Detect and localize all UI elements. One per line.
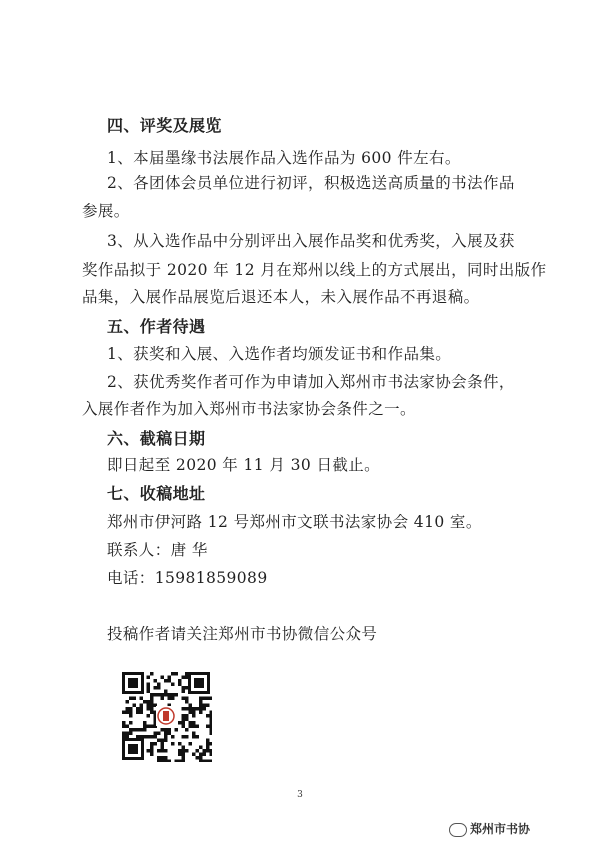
section-5-para-2-line-2: 入展作者作为加入郑州市书法家协会条件之一。 bbox=[82, 400, 416, 418]
section-4-para-1: 1、本届墨缘书法展作品入选作品为 600 件左右。 bbox=[107, 149, 461, 167]
section-7-title: 七、收稿地址 bbox=[107, 484, 206, 503]
watermark-badge: 郑州市书协 bbox=[449, 820, 530, 837]
section-7-address: 郑州市伊河路 12 号郑州市文联书法家协会 410 室。 bbox=[107, 513, 482, 531]
page-number: 3 bbox=[297, 790, 303, 800]
section-4-para-3-line-2: 奖作品拟于 2020 年 12 月在郑州以线上的方式展出，同时出版作 bbox=[82, 261, 547, 279]
wechat-icon bbox=[449, 823, 467, 837]
follow-note: 投稿作者请关注郑州市书协微信公众号 bbox=[107, 625, 378, 643]
section-5-para-1: 1、获奖和入展、入选作者均颁发证书和作品集。 bbox=[107, 345, 452, 363]
section-4-para-3-line-1: 3、从入选作品中分别评出入展作品奖和优秀奖，入展及获 bbox=[107, 232, 515, 250]
section-4-para-2-line-2: 参展。 bbox=[82, 202, 130, 220]
section-5-para-2-line-1: 2、获优秀奖作者可作为申请加入郑州市书法家协会条件， bbox=[107, 373, 515, 391]
section-7-contact: 联系人：唐 华 bbox=[107, 541, 208, 559]
section-6-title: 六、截稿日期 bbox=[107, 429, 206, 448]
section-5-title: 五、作者待遇 bbox=[107, 317, 206, 336]
section-4-para-3-line-3: 品集，入展作品展览后退还本人，未入展作品不再退稿。 bbox=[82, 288, 480, 306]
qr-code-icon bbox=[120, 670, 212, 762]
section-6-para-1: 即日起至 2020 年 11 月 30 日截止。 bbox=[107, 456, 381, 474]
section-7-phone: 电话：15981859089 bbox=[107, 569, 268, 587]
section-4-para-2-line-1: 2、各团体会员单位进行初评，积极选送高质量的书法作品 bbox=[107, 174, 515, 192]
section-4-title: 四、评奖及展览 bbox=[107, 116, 222, 135]
